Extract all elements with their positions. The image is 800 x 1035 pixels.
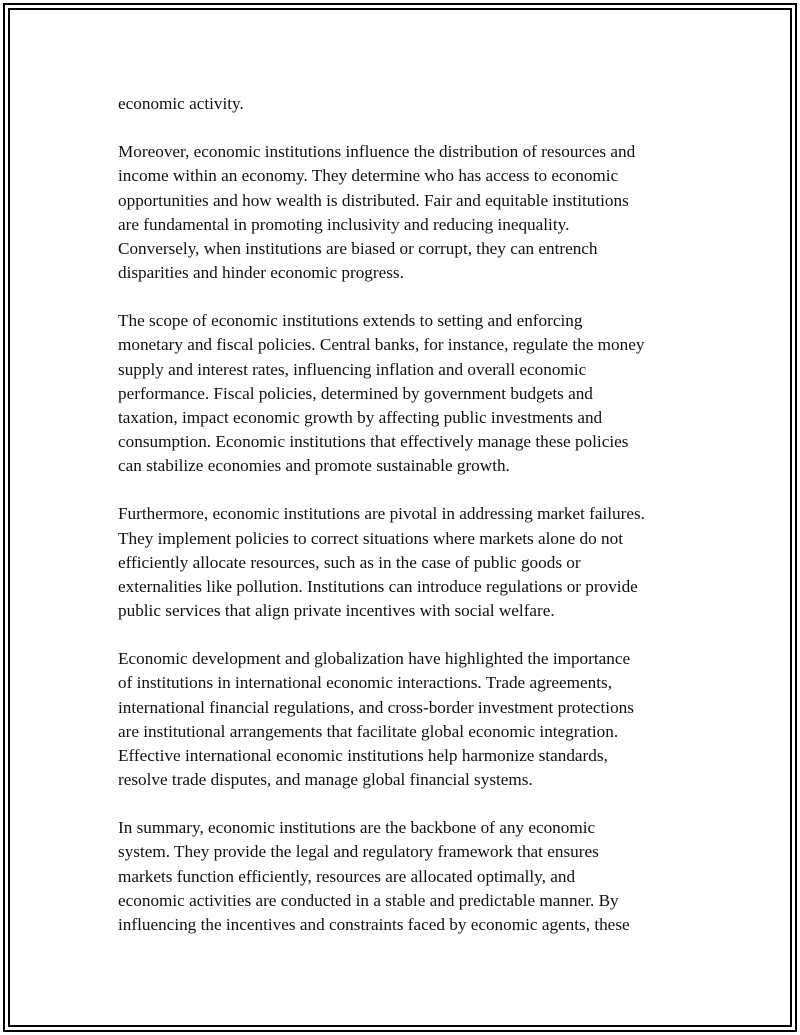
- text-line: supply and interest rates, influencing inflation and overall economic: [118, 359, 587, 379]
- paragraph-1: [118, 92, 688, 116]
- paragraph-2: [118, 140, 688, 285]
- text-line: are fundamental in promoting inclusivity and reducing inequality.: [118, 214, 570, 234]
- text-line: disparities and hinder economic progress.: [118, 262, 404, 282]
- paragraph-4: [118, 502, 688, 623]
- text-line: are institutional arrangements that facilitate global economic integration.: [118, 721, 619, 741]
- text-line: They implement policies to correct situations where markets alone do not: [118, 528, 623, 548]
- paragraph-6: [118, 816, 688, 937]
- text-line: Effective international economic institutions help harmonize standards,: [118, 745, 608, 765]
- text-line: externalities like pollution. Institutions can introduce regulations or provide: [118, 576, 638, 596]
- text-line: of institutions in international economic interactions. Trade agreements,: [118, 673, 613, 693]
- text-line: economic activity.: [118, 94, 244, 113]
- text-line: The scope of economic institutions extends to setting and enforcing: [118, 311, 583, 331]
- document-body: [118, 92, 688, 961]
- text-line: public services that align private incentives with social welfare.: [118, 600, 555, 620]
- text-line: opportunities and how wealth is distributed. Fair and equitable institutions: [118, 190, 629, 210]
- text-line: Economic development and globalization have highlighted the importance: [118, 649, 631, 669]
- text-line: Conversely, when institutions are biased or corrupt, they can entrench: [118, 238, 598, 258]
- text-line: economic activities are conducted in a stable and predictable manner. By: [118, 890, 619, 910]
- text-line: consumption. Economic institutions that effectively manage these policies: [118, 431, 629, 451]
- text-line: performance. Fiscal policies, determined by government budgets and: [118, 383, 593, 403]
- text-line: influencing the incentives and constraints faced by economic agents, these: [118, 914, 630, 934]
- text-line: markets function efficiently, resources are allocated optimally, and: [118, 866, 576, 886]
- text-line: international financial regulations, and cross-border investment protections: [118, 697, 634, 717]
- text-line: resolve trade disputes, and manage global financial systems.: [118, 769, 533, 789]
- paragraph-3: [118, 309, 688, 478]
- text-line: In summary, economic institutions are the backbone of any economic: [118, 818, 596, 838]
- text-line: taxation, impact economic growth by affecting public investments and: [118, 407, 603, 427]
- text-line: efficiently allocate resources, such as in the case of public goods or: [118, 552, 581, 572]
- paragraph-5: [118, 647, 688, 792]
- text-line: monetary and fiscal policies. Central banks, for instance, regulate the money: [118, 335, 645, 355]
- text-line: can stabilize economies and promote sustainable growth.: [118, 456, 510, 476]
- text-line: Furthermore, economic institutions are pivotal in addressing market failures.: [118, 504, 645, 524]
- text-line: Moreover, economic institutions influence the distribution of resources and: [118, 142, 636, 162]
- text-line: income within an economy. They determine who has access to economic: [118, 166, 619, 186]
- text-line: system. They provide the legal and regulatory framework that ensures: [118, 842, 599, 862]
